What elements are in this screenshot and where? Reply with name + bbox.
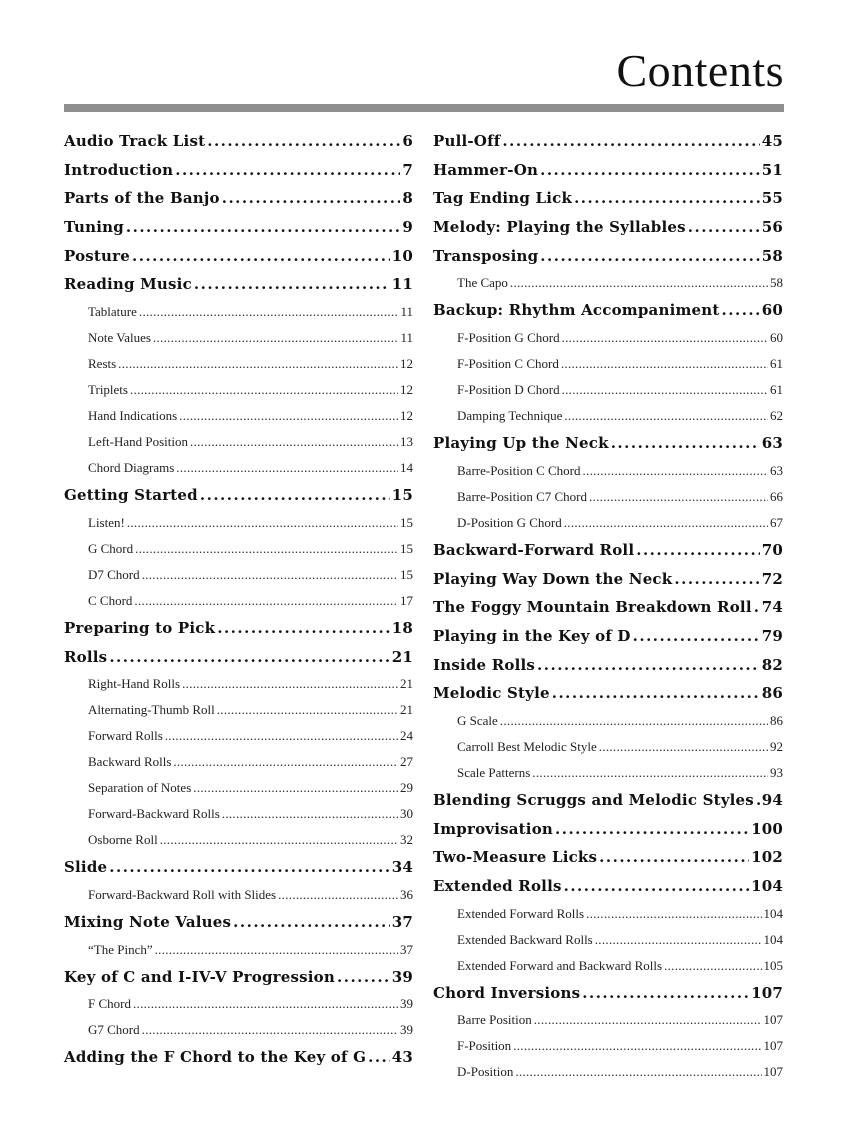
toc-entry-label: Playing Way Down the Neck [433, 569, 673, 588]
toc-page-number: 36 [400, 886, 413, 902]
toc-entry-label: Slide [64, 858, 108, 877]
toc-subentry[interactable] [433, 270, 783, 296]
toc-page-number: 105 [763, 957, 783, 973]
toc-entry-label: Damping Technique [457, 408, 563, 424]
toc-subentry[interactable] [64, 377, 413, 403]
toc-entry[interactable] [433, 242, 783, 271]
toc-entry[interactable] [433, 593, 783, 622]
toc-subentry[interactable] [433, 351, 783, 377]
toc-entry-label: Chord Diagrams [88, 460, 175, 476]
toc-page-number: 37 [400, 941, 413, 957]
toc-entry-label: Key of C and I-IV-V Progression [64, 967, 335, 986]
dot-leader [233, 908, 390, 937]
toc-page-number: 39 [391, 967, 413, 986]
dot-leader [142, 562, 398, 588]
toc-entry[interactable] [64, 184, 413, 213]
toc-page-number: 27 [400, 754, 413, 770]
dot-leader [582, 979, 749, 1008]
toc-subentry[interactable] [64, 1017, 413, 1043]
toc-entry-label: F Chord [88, 996, 131, 1012]
dot-leader [599, 843, 749, 872]
toc-page-number: 15 [400, 514, 413, 530]
toc-page-number: 62 [770, 408, 783, 424]
toc-page-number: 102 [751, 848, 783, 867]
toc-entry-label: D7 Chord [88, 566, 140, 582]
toc-subentry[interactable] [433, 484, 783, 510]
toc-page-number: 104 [763, 931, 783, 947]
toc-subentry[interactable] [64, 455, 413, 481]
toc-entry[interactable] [433, 156, 783, 185]
toc-entry[interactable] [433, 429, 783, 458]
toc-subentry[interactable] [64, 510, 413, 536]
toc-entry-label: “The Pinch” [88, 941, 153, 957]
toc-subentry[interactable] [64, 429, 413, 455]
toc-page-number: 100 [751, 819, 783, 838]
dot-leader [562, 377, 768, 403]
toc-subentry[interactable] [64, 882, 413, 908]
toc-page-number: 30 [400, 806, 413, 822]
toc-page-number: 15 [400, 540, 413, 556]
dot-leader [510, 270, 768, 296]
toc-page-number: 21 [400, 676, 413, 692]
toc-entry[interactable] [64, 908, 413, 937]
toc-subentry[interactable] [64, 403, 413, 429]
toc-entry-label: Playing in the Key of D [433, 626, 631, 645]
dot-leader [540, 156, 760, 185]
dot-leader [564, 403, 768, 429]
toc-entry[interactable] [433, 815, 783, 844]
dot-leader [222, 801, 398, 827]
toc-entry-label: Melodic Style [433, 684, 550, 703]
dot-leader [182, 671, 398, 697]
toc-entry[interactable] [433, 565, 783, 594]
toc-subentry[interactable] [64, 325, 413, 351]
toc-subentry[interactable] [433, 760, 783, 786]
toc-page-number: 29 [400, 780, 413, 796]
dot-leader [153, 325, 399, 351]
dot-leader [133, 991, 398, 1017]
dot-leader [500, 708, 768, 734]
toc-page-number: 39 [400, 996, 413, 1012]
toc-entry[interactable] [433, 843, 783, 872]
dot-leader [200, 481, 390, 510]
toc-entry-label: Carroll Best Melodic Style [457, 738, 597, 754]
dot-leader [532, 760, 768, 786]
toc-entry-label: Right-Hand Rolls [88, 676, 181, 692]
toc-page-number: 60 [770, 330, 783, 346]
toc-subentry[interactable] [64, 536, 413, 562]
toc-page-number: 15 [391, 486, 413, 505]
toc-entry-label: Tag Ending Lick [433, 189, 573, 208]
toc-entry-label: Backward-Forward Roll [433, 540, 635, 559]
toc-entry-label: F-Position [457, 1038, 512, 1054]
toc-subentry[interactable] [64, 351, 413, 377]
toc-subentry[interactable] [433, 510, 783, 536]
toc-entry-label: Melody: Playing the Syllables [433, 218, 686, 237]
dot-leader [574, 184, 760, 213]
dot-leader [562, 325, 768, 351]
toc-entry-label: F-Position C Chord [457, 356, 559, 372]
toc-page-number: 79 [761, 626, 783, 645]
toc-subentry[interactable] [64, 562, 413, 588]
toc-page-number: 63 [770, 462, 783, 478]
toc-page-number: 21 [391, 647, 413, 666]
toc-entry-label: D-Position [457, 1064, 514, 1080]
toc-page-number: 34 [391, 858, 413, 877]
toc-entry-label: Note Values [88, 330, 151, 346]
page-title: Contents [616, 45, 784, 96]
dot-leader [160, 827, 398, 853]
toc-page-number: 66 [770, 488, 783, 504]
toc-page-number: 107 [763, 1064, 783, 1080]
dot-leader [176, 455, 398, 481]
toc-page-number: 12 [400, 356, 413, 372]
dot-leader [217, 614, 390, 643]
toc-subentry[interactable] [64, 588, 413, 614]
toc-entry[interactable] [433, 679, 783, 708]
toc-entry[interactable] [64, 643, 413, 672]
toc-entry-label: Forward Rolls [88, 728, 163, 744]
toc-entry-label: G Chord [88, 540, 134, 556]
toc-page-number: 58 [770, 275, 783, 291]
toc-page-number: 61 [770, 356, 783, 372]
toc-entry-label: Alternating-Thumb Roll [88, 702, 215, 718]
toc-page-number: 32 [400, 832, 413, 848]
dot-leader [540, 242, 759, 271]
toc-entry-label: Forward-Backward Rolls [88, 806, 220, 822]
toc-page-number: 61 [770, 382, 783, 398]
toc-entry-label: Blending Scruggs and Melodic Styles [433, 790, 754, 809]
toc-subentry[interactable] [433, 901, 783, 927]
toc-page-number: 21 [400, 702, 413, 718]
toc-entry[interactable] [64, 156, 413, 185]
toc-entry[interactable] [433, 872, 783, 901]
dot-leader [754, 593, 760, 622]
dot-leader [586, 901, 761, 927]
toc-entry-label: F-Position D Chord [457, 382, 560, 398]
toc-entry-label: Posture [64, 246, 131, 265]
dot-leader [165, 723, 398, 749]
toc-entry-label: Tablature [88, 304, 137, 320]
dot-leader [688, 213, 760, 242]
toc-page-number: 11 [400, 304, 413, 320]
toc-subentry[interactable] [64, 827, 413, 853]
toc-entry-label: Forward-Backward Roll with Slides [88, 886, 277, 902]
toc-entry[interactable] [433, 213, 783, 242]
toc-page-number: 45 [761, 132, 783, 150]
toc-page-number: 94 [761, 790, 783, 809]
toc-page-number: 56 [761, 218, 783, 237]
dot-leader [502, 127, 759, 156]
toc-page-number: 12 [400, 408, 413, 424]
toc-subentry[interactable] [433, 458, 783, 484]
toc-subentry[interactable] [433, 325, 783, 351]
toc-page-number: 37 [391, 912, 413, 931]
toc-entry[interactable] [433, 536, 783, 565]
toc-subentry[interactable] [64, 801, 413, 827]
toc-subentry[interactable] [433, 1007, 783, 1033]
dot-leader [611, 429, 760, 458]
toc-column-right [433, 127, 783, 1085]
toc-entry-label: Reading Music [64, 275, 192, 294]
toc-entry-label: Rolls [64, 647, 108, 666]
toc-entry-label: Barre-Position C Chord [457, 462, 581, 478]
toc-entry[interactable] [64, 213, 413, 242]
toc-subentry[interactable] [433, 403, 783, 429]
toc-entry-label: G7 Chord [88, 1022, 140, 1038]
toc-entry-label: The Capo [457, 275, 508, 291]
toc-subentry[interactable] [433, 927, 783, 953]
dot-leader [595, 927, 762, 953]
toc-subentry[interactable] [64, 937, 413, 963]
dot-leader [537, 651, 760, 680]
dot-leader [173, 749, 398, 775]
toc-entry-label: Extended Rolls [433, 877, 562, 895]
title-divider [64, 104, 784, 112]
toc-subentry[interactable] [64, 749, 413, 775]
dot-leader [217, 697, 398, 723]
toc-page-number: 17 [400, 592, 413, 608]
toc-subentry[interactable] [433, 1033, 783, 1059]
toc-page-number: 39 [400, 1022, 413, 1038]
toc-entry[interactable] [433, 651, 783, 680]
toc-page-number: 7 [402, 160, 413, 179]
toc-entry-label: Inside Rolls [433, 655, 536, 674]
toc-page-number: 9 [402, 218, 413, 237]
toc-page-number: 92 [770, 738, 783, 754]
toc-entry-label: Rests [88, 356, 117, 372]
dot-leader [278, 882, 398, 908]
toc-page-number: 15 [400, 566, 413, 582]
toc-page-number: 72 [761, 569, 783, 588]
toc-page-number: 43 [391, 1048, 413, 1067]
toc-entry[interactable] [64, 963, 413, 992]
toc-entry-label: Separation of Notes [88, 780, 192, 796]
toc-page-number: 104 [751, 877, 783, 895]
toc-entry[interactable] [64, 853, 413, 882]
toc-entry-label: Introduction [64, 160, 174, 179]
toc-page-number: 60 [761, 301, 783, 320]
toc-entry-label: G Scale [457, 712, 498, 728]
dot-leader [633, 622, 760, 651]
toc-entry-label: Preparing to Pick [64, 618, 216, 637]
toc-entry[interactable] [433, 979, 783, 1008]
toc-subentry[interactable] [433, 1059, 783, 1085]
toc-entry-label: Barre-Position C7 Chord [457, 488, 587, 504]
dot-leader [132, 242, 390, 271]
toc-entry-label: Tuning [64, 218, 124, 237]
toc-page-number: 107 [763, 1012, 783, 1028]
toc-page-number: 51 [761, 160, 783, 179]
dot-leader [179, 403, 398, 429]
toc-entry[interactable] [64, 481, 413, 510]
toc-entry-label: Chord Inversions [433, 983, 581, 1002]
dot-leader [599, 734, 768, 760]
toc-entry-label: Adding the F Chord to the Key of G [64, 1048, 367, 1067]
dot-leader [636, 536, 759, 565]
toc-page-number: 58 [761, 246, 783, 265]
toc-entry-label: Listen! [88, 514, 125, 530]
dot-leader [130, 377, 398, 403]
toc-entry-label: Extended Forward Rolls [457, 905, 585, 921]
dot-leader [175, 156, 400, 185]
dot-leader [127, 510, 398, 536]
toc-entry-label: Hammer-On [433, 160, 539, 179]
dot-leader [515, 1059, 761, 1085]
toc-subentry[interactable] [64, 697, 413, 723]
toc-page-number: 12 [400, 382, 413, 398]
toc-entry-label: Two-Measure Licks [433, 848, 598, 867]
toc-entry-label: Parts of the Banjo [64, 189, 220, 208]
toc-entry-label: Backup: Rhythm Accompaniment [433, 301, 720, 320]
toc-entry-label: Playing Up the Neck [433, 434, 609, 453]
toc-entry[interactable] [433, 622, 783, 651]
toc-page-number: 24 [400, 728, 413, 744]
dot-leader [555, 815, 749, 844]
toc-page-number: 93 [770, 764, 783, 780]
dot-leader [134, 588, 398, 614]
toc-entry[interactable] [433, 184, 783, 213]
toc-page-number: 11 [391, 275, 413, 294]
toc-entry-label: Extended Forward and Backward Rolls [457, 957, 663, 973]
dot-leader [589, 484, 768, 510]
toc-page-number: 10 [391, 246, 413, 265]
toc-entry[interactable] [433, 786, 783, 815]
dot-leader [552, 679, 760, 708]
dot-leader [564, 510, 768, 536]
toc-page-number: 74 [761, 598, 783, 617]
toc-subentry[interactable] [433, 953, 783, 979]
toc-entry-label: Osborne Roll [88, 832, 158, 848]
toc-page-number: 107 [763, 1038, 783, 1054]
dot-leader [118, 351, 398, 377]
toc-page-number: 6 [402, 132, 413, 150]
toc-entry-label: Mixing Note Values [64, 912, 232, 931]
toc-entry-label: Backward Rolls [88, 754, 172, 770]
toc-entry-label: Barre Position [457, 1012, 532, 1028]
dot-leader [109, 853, 389, 882]
toc-entry-label: D-Position G Chord [457, 514, 562, 530]
dot-leader [513, 1033, 761, 1059]
dot-leader [337, 963, 390, 992]
toc-entry-label: The Foggy Mountain Breakdown Roll [433, 598, 752, 617]
toc-page-number: 18 [391, 618, 413, 637]
toc-entry-label: Getting Started [64, 486, 198, 505]
toc-entry-label: Improvisation [433, 819, 553, 838]
toc-entry-label: Left-Hand Position [88, 434, 189, 450]
toc-entry-label: F-Position G Chord [457, 330, 560, 346]
dot-leader [368, 1043, 390, 1072]
toc-entry[interactable] [433, 296, 783, 325]
toc-page-number: 67 [770, 514, 783, 530]
toc-entry-label: Scale Patterns [457, 764, 531, 780]
toc-page-number: 104 [763, 905, 783, 921]
toc-page-number: 86 [761, 684, 783, 703]
dot-leader [155, 937, 398, 963]
dot-leader [135, 536, 398, 562]
toc-page-number: 63 [761, 434, 783, 453]
toc-entry[interactable] [64, 1043, 413, 1072]
toc-entry[interactable] [64, 614, 413, 643]
toc-page-number: 11 [400, 330, 413, 346]
toc-page-number: 86 [770, 712, 783, 728]
toc-subentry[interactable] [64, 671, 413, 697]
toc-page-number: 70 [761, 540, 783, 559]
toc-page-number: 8 [402, 189, 413, 208]
dot-leader [126, 213, 400, 242]
toc-entry[interactable] [433, 127, 783, 156]
toc-subentry[interactable] [64, 299, 413, 325]
dot-leader [664, 953, 761, 979]
toc-entry[interactable] [64, 127, 413, 156]
toc-page-number: 55 [761, 189, 783, 208]
toc-entry[interactable] [64, 242, 413, 271]
toc-subentry[interactable] [433, 734, 783, 760]
dot-leader [207, 127, 400, 156]
dot-leader [142, 1017, 398, 1043]
dot-leader [564, 872, 749, 901]
toc-subentry[interactable] [64, 775, 413, 801]
toc-column-left [64, 127, 413, 1072]
dot-leader [674, 565, 759, 594]
toc-entry-label: Extended Backward Rolls [457, 931, 593, 947]
toc-page-number: 14 [400, 460, 413, 476]
toc-subentry[interactable] [64, 991, 413, 1017]
toc-entry-label: Transposing [433, 246, 539, 265]
toc-subentry[interactable] [433, 377, 783, 403]
toc-page-number: 82 [761, 655, 783, 674]
dot-leader [109, 643, 389, 672]
toc-entry-label: Hand Indications [88, 408, 178, 424]
toc-subentry[interactable] [64, 723, 413, 749]
dot-leader [534, 1007, 762, 1033]
toc-entry-label: Pull-Off [433, 132, 501, 150]
dot-leader [139, 299, 399, 325]
toc-entry-label: C Chord [88, 592, 133, 608]
toc-entry-label: Audio Track List [64, 132, 206, 150]
dot-leader [722, 296, 760, 325]
toc-page-number: 13 [400, 434, 413, 450]
dot-leader [756, 786, 760, 815]
dot-leader [583, 458, 769, 484]
toc-page-number: 107 [751, 983, 783, 1002]
toc-entry-label: Triplets [88, 382, 128, 398]
toc-subentry[interactable] [433, 708, 783, 734]
dot-leader [194, 270, 390, 299]
dot-leader [190, 429, 398, 455]
dot-leader [561, 351, 768, 377]
dot-leader [193, 775, 398, 801]
toc-entry[interactable] [64, 270, 413, 299]
dot-leader [222, 184, 401, 213]
